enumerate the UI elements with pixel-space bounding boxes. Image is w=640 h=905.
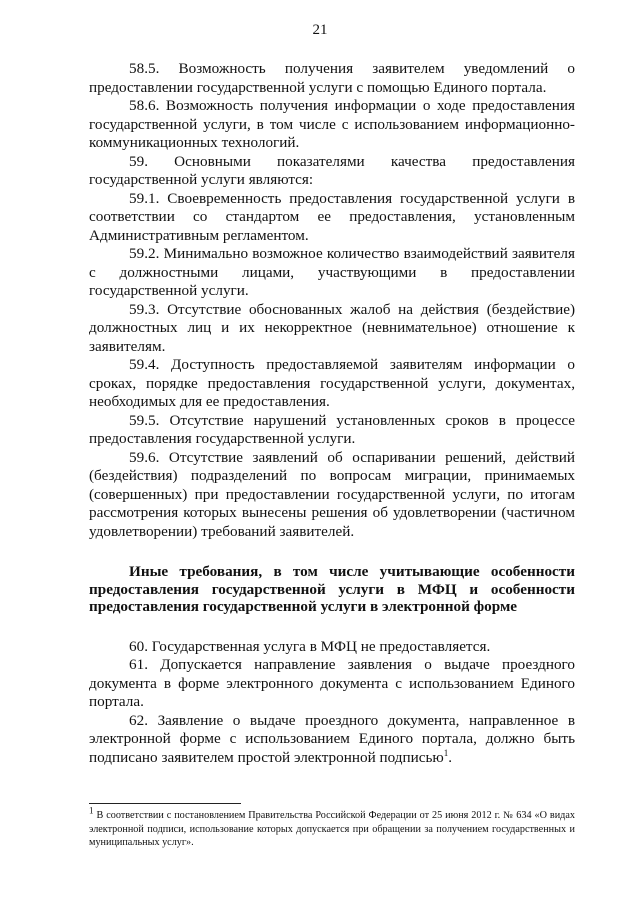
paragraph-59-2: 59.2. Минимально возможное количество взаимодействий заявителя с должностными лицами, участвующими в предоставлении государственной услуги. — [89, 245, 575, 299]
footnote-reference: 1 — [443, 747, 449, 758]
paragraph-62-text: 62. Заявление о выдаче проездного документа, направленное в электронной форме с использованием Единого портала, должно быть подписано заявителем простой электронной подписью — [89, 711, 575, 766]
paragraph-59-1: 59.1. Своевременность предоставления государственной услуги в соответствии со стандартом ее предоставления, установленным Административным регламентом. — [89, 189, 575, 244]
footnote-mark: 1 — [89, 805, 94, 816]
footnote-separator — [89, 803, 241, 804]
paragraph-59: 59. Основными показателями качества предоставления государственной услуги являются: — [89, 152, 575, 188]
paragraph-61: 61. Допускается направление заявления о выдаче проездного документа в форме электронного документа с использованием Единого портала. — [89, 656, 575, 710]
paragraph-59-6: 59.6. Отсутствие заявлений об оспаривании решений, действий (бездействия) подразделений по вопросам миграции, принимаемых (совершенных) при предоставлении государственной услуги, по итогам рассмотрения которых вынесены решения об удовлетворении (частичном удовлетворении) требований заявителей. — [89, 448, 575, 540]
page-number: 21 — [312, 22, 328, 38]
paragraph-59-4: 59.4. Доступность предоставляемой заявителям информации о сроках, порядке предоставления государственной услуги, документах, необходимых для ее предоставления. — [89, 356, 575, 410]
footnote-text: В соответствии с постановлением Правительства Российской Федерации от 25 июня 2012 г. № 634 «О видах электронной подписи, использование которых допускается при обращении за получением государственных и муниципальных услуг». — [89, 810, 575, 848]
paragraph-59-3: 59.3. Отсутствие обоснованных жалоб на действия (бездействие) должностных лиц и их некорректное (невнимательное) отношение к заявителям. — [89, 300, 575, 355]
document-body — [89, 60, 575, 767]
paragraph-59-5: 59.5. Отсутствие нарушений установленных сроков в процессе предоставления государственной услуги. — [89, 411, 575, 447]
paragraph-58-5: 58.5. Возможность получения заявителем уведомлений о предоставлении государственной услуги с помощью Единого портала. — [89, 60, 575, 96]
paragraph-62 — [89, 712, 575, 768]
paragraph-62-end: . — [448, 748, 453, 766]
paragraph-60: 60. Государственная услуга в МФЦ не предоставляется. — [129, 637, 491, 655]
section-heading: Иные требования, в том числе учитывающие особенности предоставления государственной услуги в МФЦ и особенности предоставления государственной услуги в электронной форме — [89, 563, 575, 615]
paragraph-58-6: 58.6. Возможность получения информации о ходе предоставления государственной услуги, в том числе с использованием информационно-коммуникационных технологий. — [89, 97, 575, 151]
footnote — [89, 805, 575, 850]
